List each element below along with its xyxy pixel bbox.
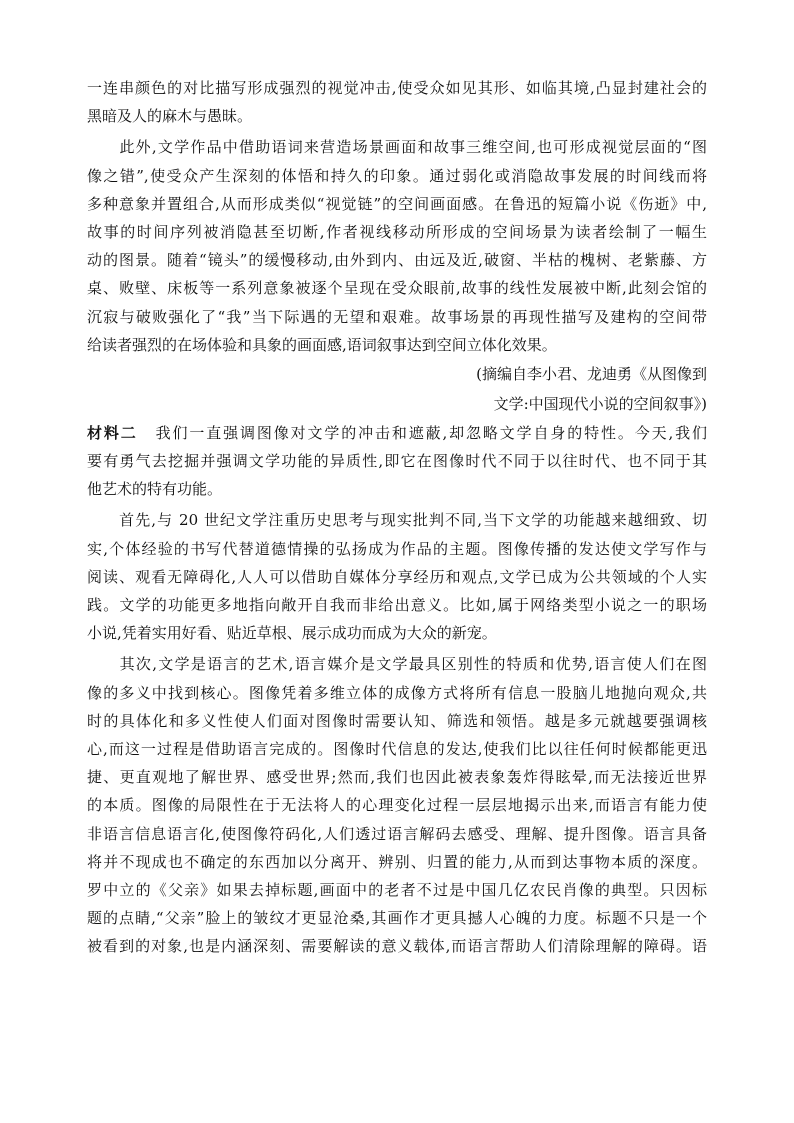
text-line: 像的多义中找到核心。图像凭着多维立体的成像方式将所有信息一股脑儿地抛向观众,共: [87, 683, 707, 702]
material-label: 材料二: [87, 423, 138, 442]
text-line: 此外,文学作品中借助语词来营造场景画面和故事三维空间,也可形成视觉层面的“图: [87, 138, 707, 157]
text-line: 被看到的对象,也是内涵深刻、需要解读的意义载体,而语言帮助人们清除理解的障碍。语: [87, 937, 707, 956]
text-line: 沉寂与破败强化了“我”当下际遇的无望和艰难。故事场景的再现性描写及建构的空间带: [87, 307, 707, 326]
text-line: 故事的时间序列被消隐甚至切断,作者视线移动所形成的空间场景为读者绘制了一幅生: [87, 222, 707, 241]
source-citation: [87, 359, 707, 419]
citation-line: (摘编自李小君、龙迪勇《从图像到: [476, 364, 707, 383]
text-line: 践。文学的功能更多地指向敞开自我而非给出意义。比如,属于网络类型小说之一的职场: [87, 596, 707, 614]
text-line: 多种意象并置组合,从而形成类似“视觉链”的空间画面感。在鲁迅的短篇小说《伤逝》中,: [87, 194, 707, 213]
paragraph: [87, 133, 707, 359]
text-line: 时的具体化和多义性使人们面对图像时需要认知、筛选和领悟。越是多元就越要强调核: [87, 711, 707, 730]
text-line: 题的点睛,“父亲”脸上的皱纹才更显沧桑,其画作才更具撼人心魄的力度。标题不只是一个: [87, 909, 707, 928]
text-line: 其次,文学是语言的艺术,语言媒介是文学最具区别性的特质和优势,语言使人们在图: [87, 655, 707, 674]
text-line: 桌、败壁、床板等一系列意象被逐个呈现在受众眼前,故事的线性发展被中断,此刻会馆的: [87, 279, 707, 298]
citation-line: 文学:中国现代小说的空间叙事》): [493, 394, 707, 413]
text-line: 黑暗及人的麻木与愚昧。: [87, 107, 253, 126]
text-line: 一连串颜色的对比描写形成强烈的视觉冲击,使受众如见其形、如临其境,凸显封建社会的: [87, 79, 707, 97]
text-line: 首先,与 20 世纪文学注重历史思考与现实批判不同,当下文学的功能越来越细致、切: [87, 511, 707, 530]
text-line: 小说,凭着实用好看、贴近草根、展示成功而成为大众的新宠。: [87, 624, 497, 643]
text-line: 捷、更直观地了解世界、感受世界;然而,我们也因此被表象轰炸得眩晕,而无法接近世界: [87, 768, 707, 787]
text-line: 像之错”,使受众产生深刻的体悟和持久的印象。通过弱化或消隐故事发展的时间线而将: [87, 166, 707, 185]
paragraph: [87, 74, 707, 130]
text-line: 将并不现成也不确定的东西加以分离开、辨别、归置的能力,从而到达事物本质的深度。: [87, 852, 707, 871]
paragraph: [87, 506, 707, 647]
text-line: 实,个体经验的书写代替道德情操的弘扬成为作品的主题。图像传播的发达使文学写作与: [87, 539, 707, 558]
paragraph: [87, 650, 707, 960]
text-line: 给读者强烈的在场体验和具象的画面感,语词叙事达到空间立体化效果。: [87, 335, 557, 354]
text-line: [87, 419, 707, 447]
text-line: 他艺术的特有功能。: [87, 480, 223, 499]
material-first-line: 我们一直强调图像对文学的冲击和遮蔽,却忽略文学自身的特性。今天,我们: [155, 423, 707, 442]
material-two: [87, 419, 707, 504]
document-page: [87, 74, 707, 960]
text-line: 要有勇气去挖掘并强调文学功能的异质性,即它在图像时代不同于以往时代、也不同于其: [87, 452, 707, 471]
text-line: 心,而这一过程是借助语言完成的。图像时代信息的发达,使我们比以往任何时候都能更迅: [87, 739, 707, 758]
text-line: 动的图景。随着“镜头”的缓慢移动,由外到内、由远及近,破窗、半枯的槐树、老紫藤、方: [87, 251, 707, 270]
text-line: 非语言信息语言化,使图像符码化,人们透过语言解码去感受、理解、提升图像。语言具备: [87, 824, 707, 843]
text-line: 阅读、观看无障碍化,人人可以借助自媒体分享经历和观点,文学已成为公共领域的个人实: [87, 567, 707, 586]
text-line: 的本质。图像的局限性在于无法将人的心理变化过程一层层地揭示出来,而语言有能力使: [87, 796, 707, 815]
text-line: 罗中立的《父亲》如果去掉标题,画面中的老者不过是中国几亿农民肖像的典型。只因标: [87, 880, 707, 899]
